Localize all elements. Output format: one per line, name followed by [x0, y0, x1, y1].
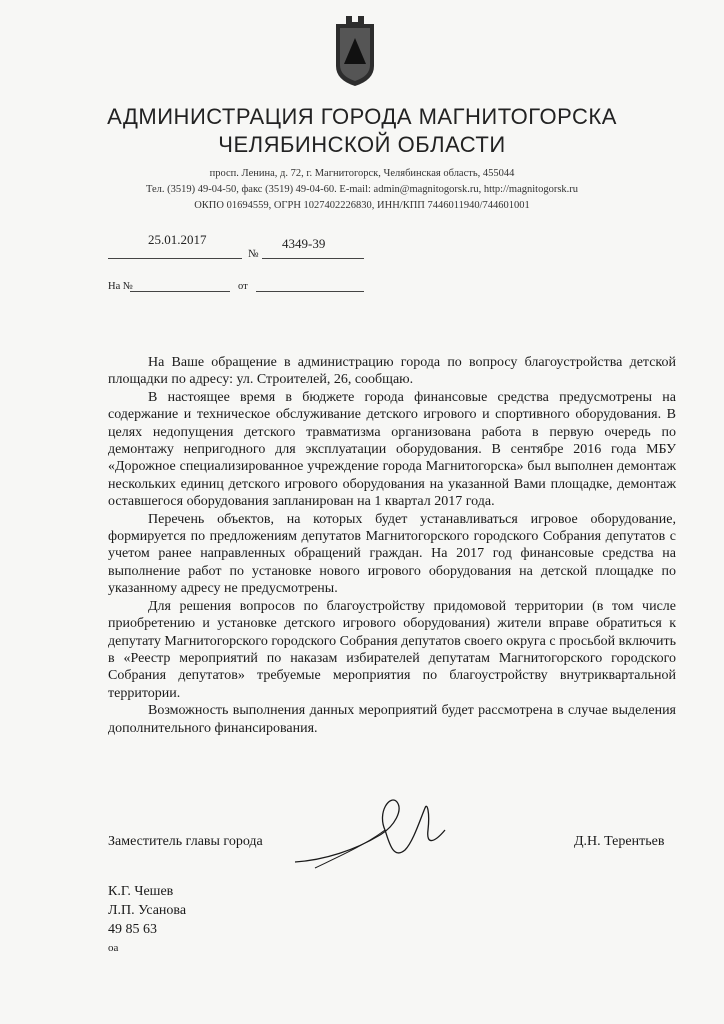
number-underline	[262, 258, 364, 259]
letter-body	[108, 354, 676, 737]
outgoing-date: 25.01.2017	[148, 232, 207, 247]
executor-name: К.Г. Чешев	[108, 884, 174, 899]
reply-to-date-underline	[256, 291, 364, 292]
paragraph: На Ваше обращение в администрацию города по вопросу благоустройства детской площадки по адресу: ул. Строителей, 26, сообщаю.	[108, 355, 676, 388]
paragraph: В настоящее время в бюджете города финансовые средства предусмотрены на содержание и техническое обслуживание детского игрового и спортивного оборудования. В целях недопущения детского травматизма организована работа в первую очередь по демонтажу непригодного для эксплуатации оборудования. В сентябре 2016 года МБУ «Дорожное специализированное учреждение города Магнитогорска» был выполнен демонтаж нескольких единиц детского игрового оборудования на указанной Вами площадке, демонтаж оставшегося оборудования запланирован на 1 квартал 2017 года.	[108, 389, 676, 510]
executor-name: Л.П. Усанова	[108, 903, 187, 918]
typist-initials: оа	[108, 942, 119, 954]
organization-registry-codes: ОКПО 01694559, ОГРН 1027402226830, ИНН/КПП 7446011940/744601001	[194, 200, 530, 211]
reply-to-number-label: На №	[108, 281, 133, 292]
handwritten-signature	[285, 790, 485, 880]
signatory-title: Заместитель главы города	[108, 834, 263, 849]
organization-name: АДМИНИСТРАЦИЯ ГОРОДА МАГНИТОГОРСКА	[107, 104, 617, 129]
paragraph: Для решения вопросов по благоустройству придомовой территории (в том числе приобретению и установке детского игрового оборудования) жители вправе обратиться к депутату Магнитогорского городского Собрания депутатов своего округа с просьбой включить в «Реестр мероприятий по наказам избирателей депутатам Магнитогорского городского Собрания депутатов» требуемые мероприятия по благоустройству внутриквартальной территории.	[108, 598, 676, 701]
organization-region: ЧЕЛЯБИНСКОЙ ОБЛАСТИ	[218, 132, 506, 157]
organization-contacts: Тел. (3519) 49-04-50, факс (3519) 49-04-60. E-mail: admin@magnitogorsk.ru, http://magnitogorsk.ru	[145, 184, 579, 195]
outgoing-number: 4349-39	[282, 236, 326, 251]
city-coat-of-arms-icon	[330, 10, 380, 88]
executor-phone: 49 85 63	[108, 922, 157, 937]
paragraph: Перечень объектов, на которых будет устанавливаться игровое оборудование, формируется по предложениям депутатов Магнитогорского городского Собрания депутатов с учетом ранее направленных обращений граждан. На 2017 год финансовые средства на выполнение работ по установке нового игрового оборудования на детской площадке по указанному адресу не предусмотрены.	[108, 511, 676, 597]
number-label: №	[248, 248, 259, 260]
date-underline	[108, 258, 242, 259]
reply-to-number-underline	[130, 291, 230, 292]
signatory-name: Д.Н. Терентьев	[574, 834, 665, 849]
organization-address: просп. Ленина, д. 72, г. Магнитогорск, Челябинская область, 455044	[209, 168, 515, 179]
reply-to-date-label: от	[238, 281, 248, 292]
paragraph: Возможность выполнения данных мероприятий будет рассмотрена в случае выделения дополнительного финансирования.	[108, 703, 676, 736]
